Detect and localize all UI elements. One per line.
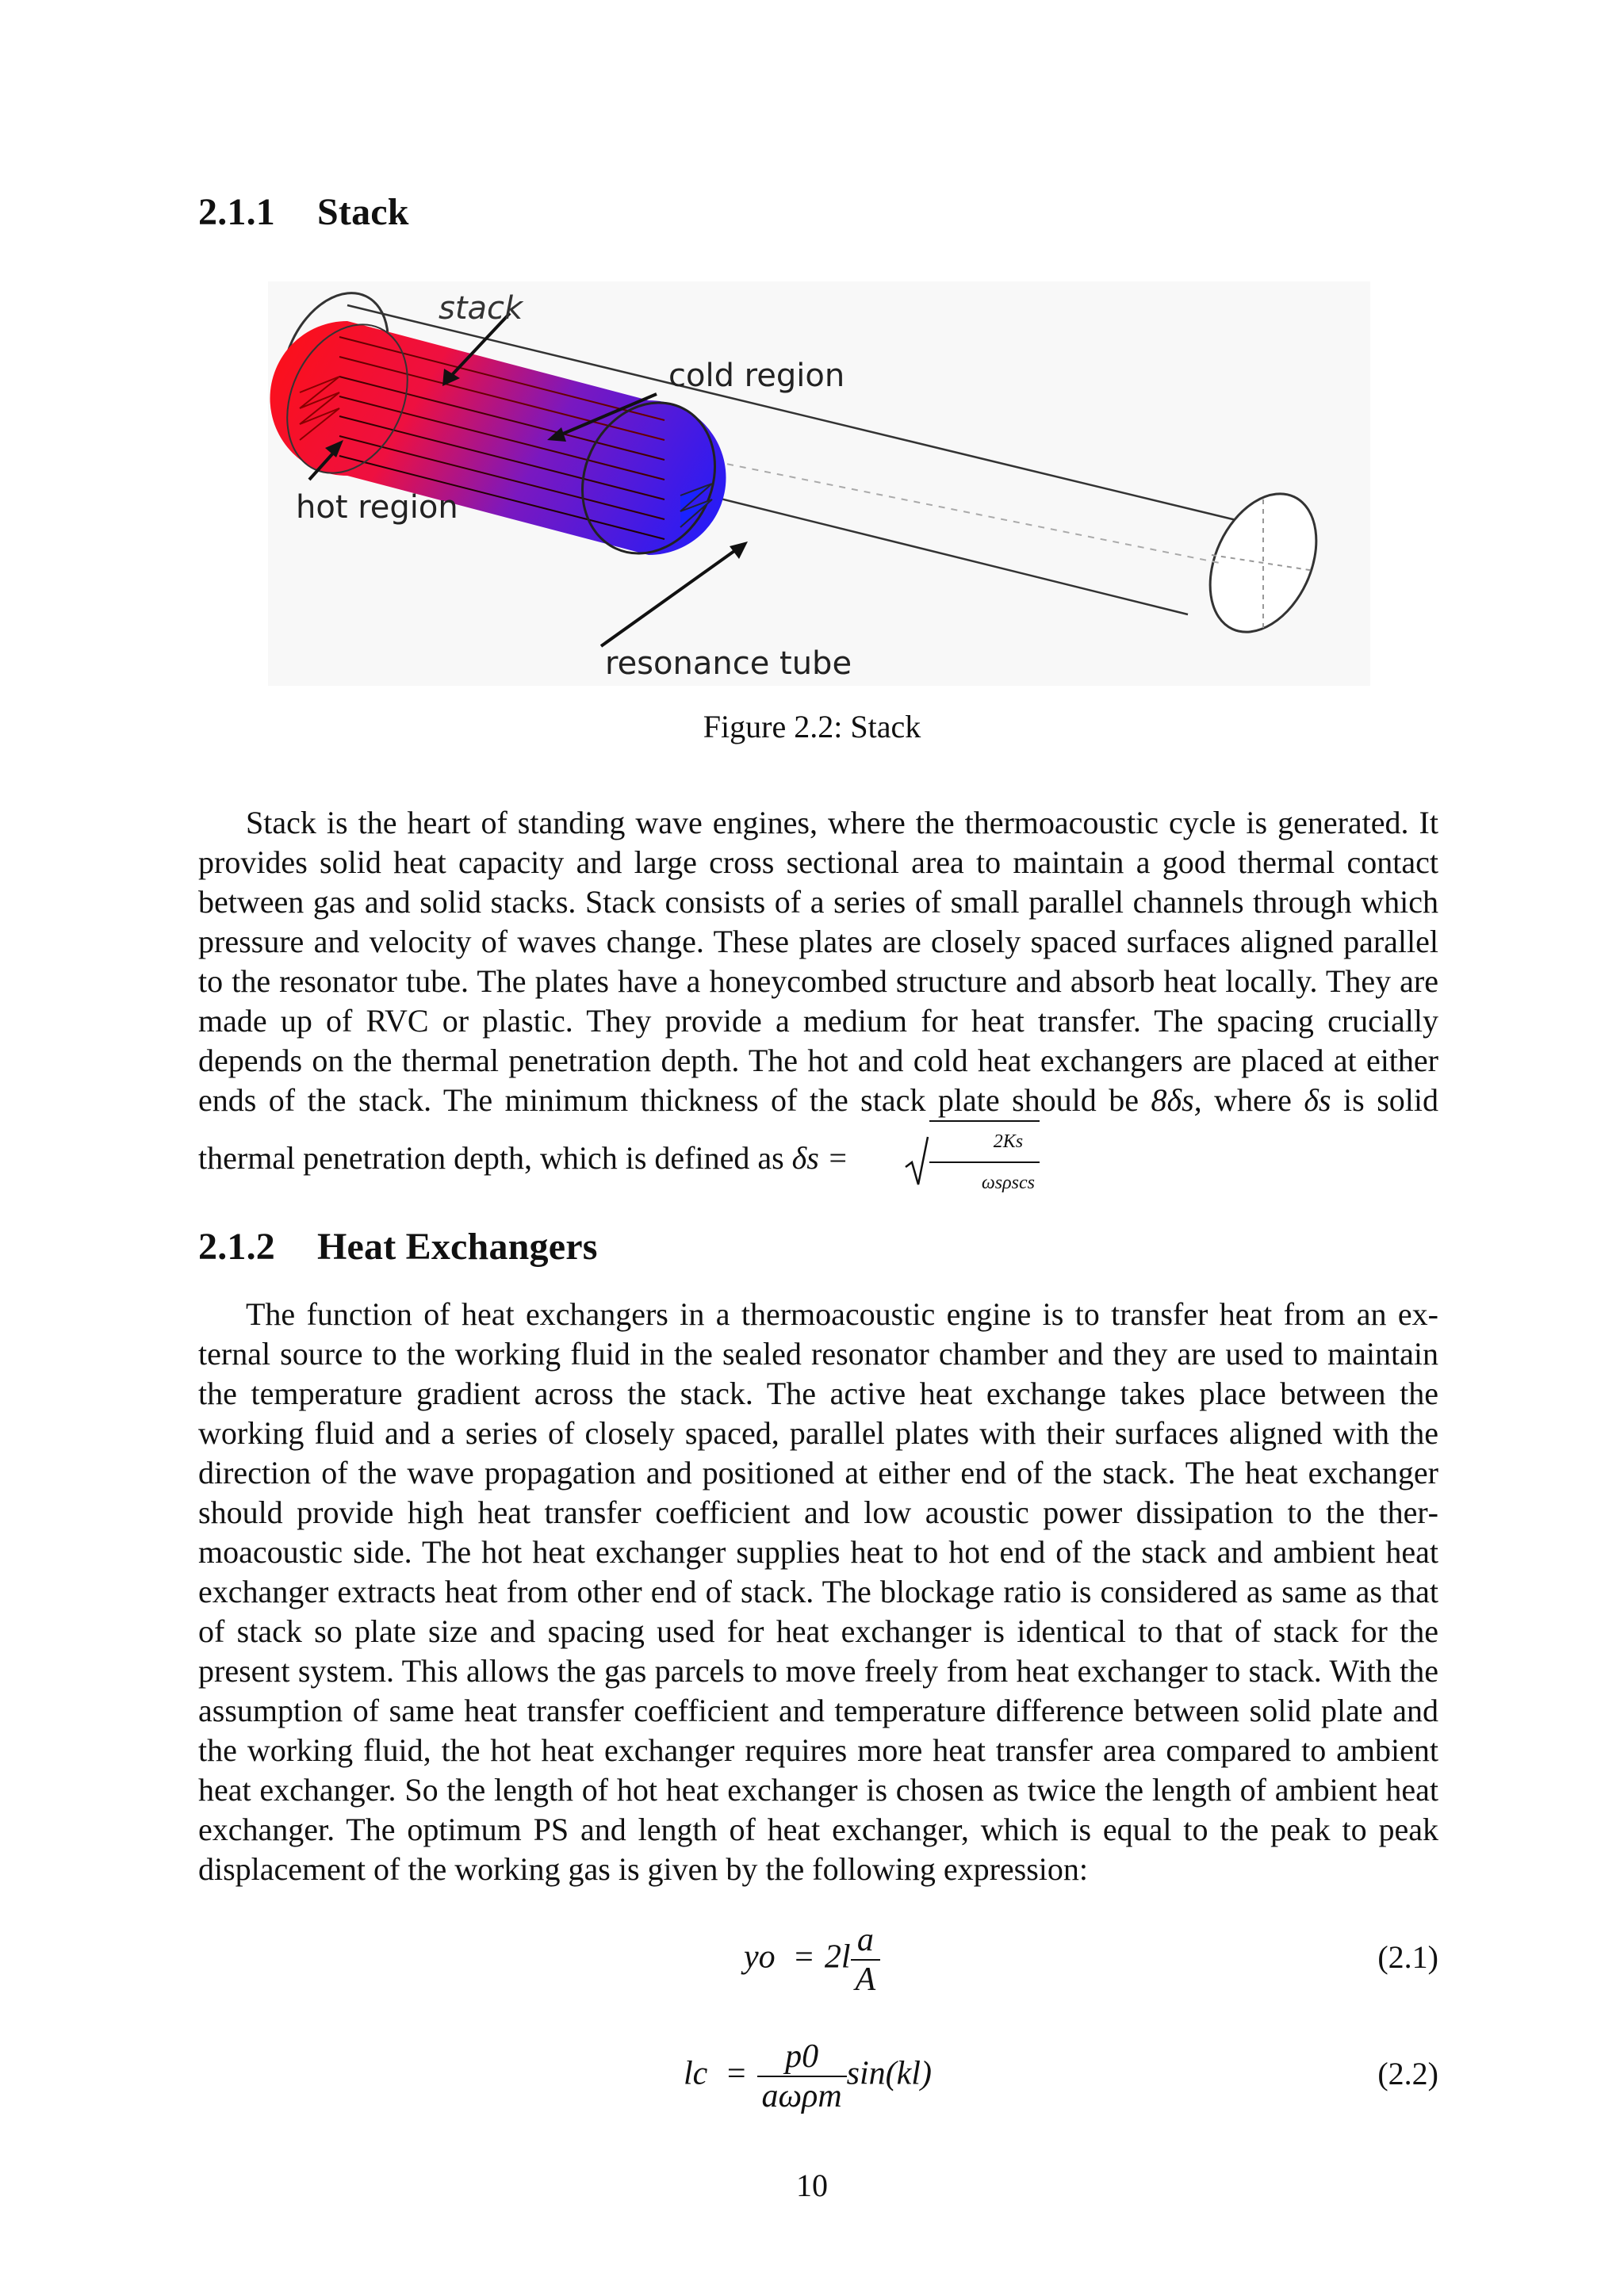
math-delta-lhs: δs =	[791, 1140, 848, 1177]
math-thickness: 8δs,	[1151, 1082, 1202, 1118]
eq-lhs: lc	[684, 2055, 708, 2092]
paragraph-stack	[198, 803, 1438, 1203]
figure-caption: Figure 2.2: Stack	[703, 709, 921, 744]
math-delta: δs	[1304, 1082, 1331, 1118]
sqrt-numerator: 2Ks	[929, 1122, 1040, 1163]
eq-prefix: 2l	[824, 1938, 851, 1976]
paragraph-text: where	[1201, 1082, 1304, 1118]
stack-figure	[268, 281, 1370, 686]
page-number: 10	[796, 2168, 828, 2203]
equation-2-1	[0, 1907, 1624, 2002]
eq-sign: =	[726, 2055, 746, 2092]
section-heading-heat-exchangers	[198, 1225, 598, 1269]
equation-number: (2.1)	[1377, 1939, 1438, 1975]
eq-sign: =	[795, 1938, 814, 1976]
section-title: Stack	[317, 191, 409, 233]
section-title: Heat Exchangers	[317, 1226, 598, 1268]
sqrt-expression	[856, 1120, 1040, 1203]
section-number: 2.1.1	[198, 191, 275, 233]
label-stack: stack	[439, 290, 523, 327]
eq-numerator: a	[851, 1921, 881, 1961]
label-hot-region: hot region	[296, 489, 458, 526]
eq-suffix: sin(kl)	[846, 2055, 932, 2092]
label-cold-region: cold region	[668, 358, 845, 394]
stack-diagram	[268, 281, 1370, 686]
paragraph-text: is solid thermal penetration depth, which is defined as	[198, 1082, 1438, 1177]
equation-number: (2.2)	[1377, 2056, 1438, 2091]
section-heading-stack	[198, 190, 409, 234]
label-resonance-tube: resonance tube	[605, 645, 852, 682]
sqrt-sign-icon	[904, 1135, 929, 1188]
eq-denominator: A	[855, 1961, 876, 1998]
paragraph-text: Stack is the heart of standing wave engines, where the thermoacoustic cycle is generated. It provides solid heat capacity and large cross sectional area to maintain a good thermal contact between gas and solid stacks. Stack consists of a series of small parallel channels through which pressure and velocity of waves change. These plates are closely spaced surfaces aligned parallel to the resonator tube. The plates have a honeycombed structure and absorb heat locally. They are made up of RVC or plastic. They provide a medium for heat transfer. The spacing crucially depends on the thermal penetration depth. The hot and cold heat exchangers are placed at either ends of the stack. The minimum thickness of the stack plate should be	[198, 805, 1438, 1118]
eq-numerator: p0	[757, 2038, 847, 2077]
sqrt-denominator: ωsρscs	[981, 1173, 1035, 1193]
eq-lhs: yo	[744, 1938, 776, 1976]
paragraph-heat-exchangers: The function of heat exchangers in a thermoacoustic engine is to transfer heat from an external source to the working fluid in the sealed resonator chamber and they are used to maintain the temperature gradient across the stack. The active heat exchange takes place between the working fluid and a series of closely spaced, parallel plates with their surfaces aligned with the direction of the wave propagation and positioned at either end of the stack. The heat exchanger should provide high heat transfer coefficient and low acoustic power dissipation to the thermoacoustic side. The hot heat exchanger supplies heat to hot end of the stack and ambient heat exchanger extracts heat from other end of stack. The blockage ratio is considered as same as that of stack so plate size and spacing used for heat exchanger is identical to that of stack for the present system. This allows the gas parcels to move freely from heat exchanger to stack. With the assumption of same heat transfer coefficient and temperature difference between solid plate and the working fluid, the hot heat exchanger requires more heat transfer area compared to ambient heat exchanger. So the length of hot heat exchanger is chosen as twice the length of ambient heat exchanger. The optimum PS and length of heat exchanger, which is equal to the peak to peak displacement of the working gas is given by the following expression:	[198, 1296, 1438, 1887]
equation-2-2	[0, 2030, 1624, 2125]
eq-denominator: aωρm	[761, 2078, 842, 2114]
section-number: 2.1.2	[198, 1226, 275, 1268]
